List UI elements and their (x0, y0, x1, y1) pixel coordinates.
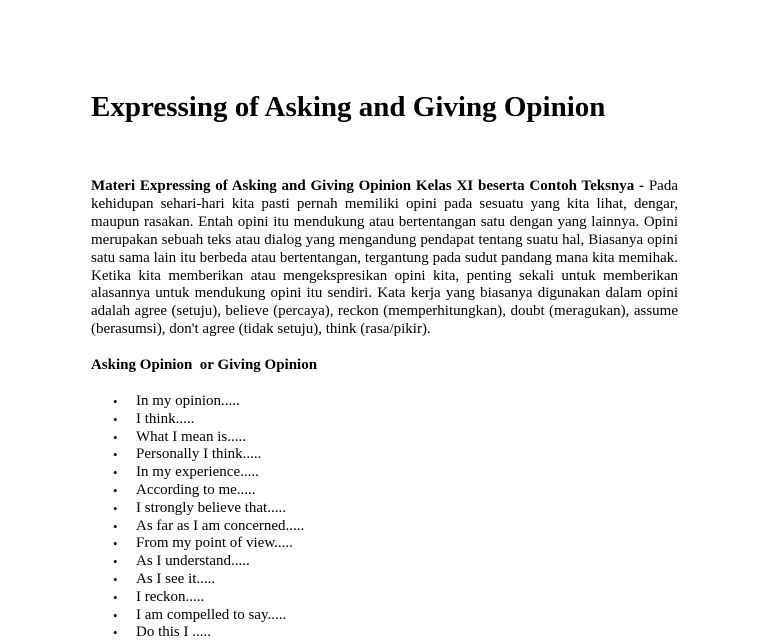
list-item (113, 535, 304, 553)
list-item (113, 446, 304, 464)
bullet-icon: • (113, 554, 118, 570)
list-item-text: As far as I am concerned..... (136, 517, 305, 534)
list-item-text: According to me..... (136, 481, 256, 498)
list-item-text: I am compelled to say..... (136, 606, 287, 623)
list-item (113, 411, 304, 429)
list-item (113, 518, 304, 536)
list-item (113, 624, 304, 642)
bullet-icon: • (113, 394, 118, 409)
document-title: Expressing of Asking and Giving Opinion (91, 91, 606, 123)
intro-lead-bold: Materi Expressing of Asking and Giving Opinion Kelas XI beserta Contoh Teksnya - (91, 178, 645, 194)
intro-body-text: Pada kehidupan sehari-hari kita pasti pernah memiliki opini pada sesuatu yang kita lihat, dengar, maupun rasakan. Entah opini itu mendukung atau bertentangan satu dengan yang lainnya. Opini merupakan sebuah teks atau dialog yang mengandung pendapat tentang suatu hal, Biasanya opini satu sama lain itu berbeda atau bertentangan, tergantung pada sudut pandang mana kita memihak. Ketika kita memberikan atau mengekspresikan opini kita, penting sekali untuk memberikan alasannya untuk mendukung opini itu sendiri. Kata kerja yang biasanya digunakan dalam opini adalah agree (setuju), believe (percaya), reckon (memperhitungkan), doubt (meragukan), assume (berasumsi), don't agree (tidak setuju), think (rasa/pikir). (91, 178, 679, 338)
list-item-text: I strongly believe that..... (136, 499, 286, 516)
bullet-icon: • (113, 607, 118, 623)
list-item-text: Personally I think..... (136, 446, 262, 463)
opinion-phrase-list (113, 393, 304, 642)
section-heading: Asking Opinion or Giving Opinion (91, 357, 318, 373)
list-item (113, 500, 304, 518)
list-item (113, 553, 304, 571)
list-item (113, 482, 304, 500)
list-item-text: Do this I ..... (136, 624, 211, 641)
bullet-icon: • (113, 536, 118, 552)
bullet-icon: • (113, 625, 118, 641)
list-item (113, 393, 304, 411)
bullet-icon: • (113, 589, 118, 605)
bullet-icon: • (113, 571, 118, 587)
bullet-icon: • (113, 447, 118, 463)
list-item-text: As I see it..... (136, 570, 216, 587)
list-item (113, 571, 304, 589)
list-item-text: As I understand..... (136, 553, 250, 570)
bullet-icon: • (113, 518, 118, 534)
list-item (113, 607, 304, 625)
list-item-text: From my point of view..... (136, 535, 293, 552)
bullet-icon: • (113, 500, 118, 516)
bullet-icon: • (113, 429, 118, 445)
bullet-icon: • (113, 411, 118, 427)
list-item (113, 429, 304, 447)
list-item (113, 589, 304, 607)
list-item (113, 464, 304, 482)
list-item-text: In my opinion..... (136, 393, 240, 409)
list-item-text: I think..... (136, 410, 195, 427)
list-item-text: In my experience..... (136, 464, 259, 481)
intro-paragraph (91, 178, 678, 339)
list-item-text: I reckon..... (136, 588, 205, 605)
list-item-text: What I mean is..... (136, 428, 246, 445)
bullet-icon: • (113, 465, 118, 481)
bullet-icon: • (113, 482, 118, 498)
